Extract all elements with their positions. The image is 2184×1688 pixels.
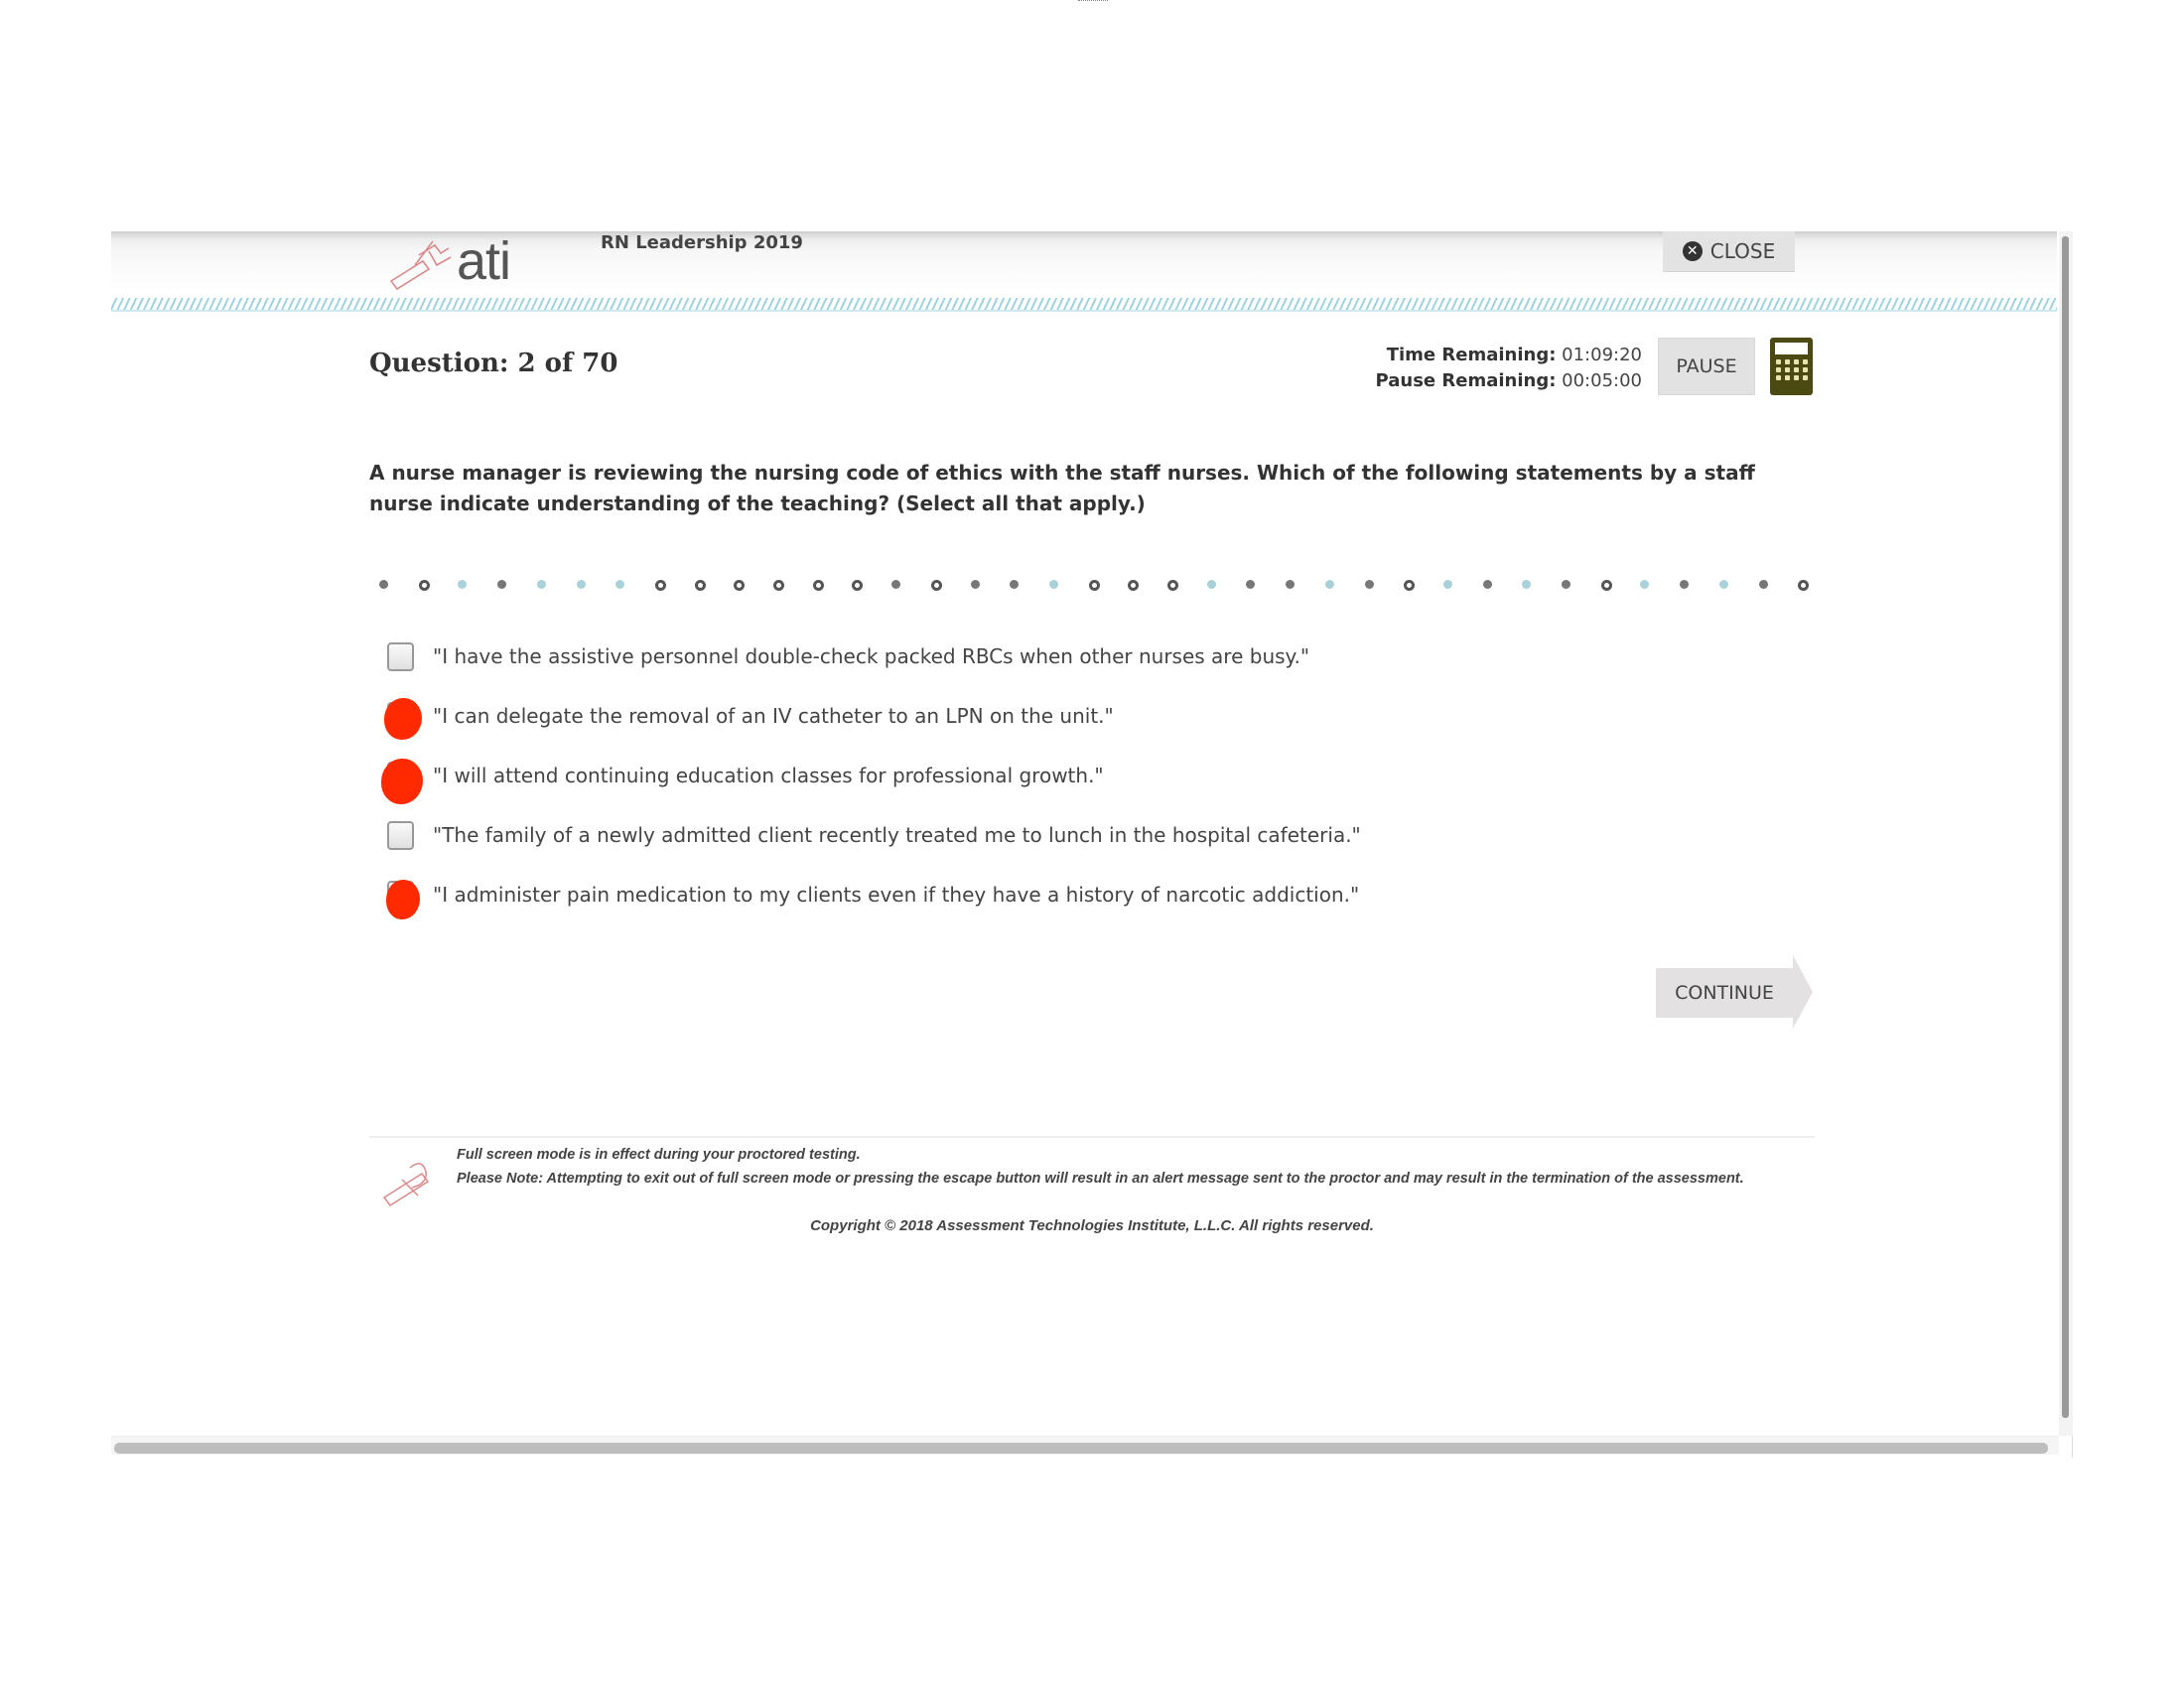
option-text: "The family of a newly admitted client recently treated me to lunch in the hospital cafeteria." <box>433 823 1361 847</box>
answer-option-3[interactable] <box>387 756 1104 795</box>
question-dot-36[interactable] <box>1759 580 1768 589</box>
pause-button[interactable]: PAUSE <box>1658 338 1755 395</box>
question-dot-14[interactable] <box>891 580 900 589</box>
option-text: "I have the assistive personnel double-check packed RBCs when other nurses are busy." <box>433 644 1310 668</box>
question-dot-9[interactable] <box>695 580 706 591</box>
vertical-scrollbar[interactable] <box>2062 236 2069 1418</box>
question-dot-18[interactable] <box>1049 580 1058 589</box>
option-text: "I administer pain medication to my clients even if they have a history of narcotic addiction." <box>433 883 1360 907</box>
exam-title: RN Leadership 2019 <box>601 232 803 253</box>
copyright: Copyright © 2018 Assessment Technologies Institute, L.L.C. All rights reserved. <box>810 1217 1374 1234</box>
question-dot-15[interactable] <box>931 580 942 591</box>
question-dot-29[interactable] <box>1483 580 1492 589</box>
calculator-icon[interactable] <box>1770 338 1813 395</box>
question-dot-11[interactable] <box>773 580 784 591</box>
option-checkbox[interactable] <box>387 881 414 910</box>
question-dot-1[interactable] <box>379 580 388 589</box>
timers <box>1376 343 1642 394</box>
time-remaining <box>1376 343 1642 368</box>
question-progress-dots <box>379 580 1809 596</box>
red-annotation-mark <box>381 759 423 804</box>
question-dot-6[interactable] <box>577 580 586 589</box>
option-checkbox[interactable] <box>387 762 414 790</box>
question-dot-4[interactable] <box>497 580 506 589</box>
pause-remaining-label: Pause Remaining: <box>1375 370 1557 391</box>
question-dot-19[interactable] <box>1089 580 1100 591</box>
close-button[interactable] <box>1663 231 1795 272</box>
footer-notice <box>457 1147 1817 1187</box>
calculator-keys <box>1775 359 1808 380</box>
top-marker <box>1078 0 1108 4</box>
question-dot-20[interactable] <box>1128 580 1139 591</box>
calculator-screen <box>1775 343 1808 354</box>
red-annotation-mark <box>386 880 420 919</box>
question-dot-23[interactable] <box>1246 580 1255 589</box>
question-dot-37[interactable] <box>1798 580 1809 591</box>
header-bar <box>111 231 2057 297</box>
pause-remaining-value: 00:05:00 <box>1562 370 1642 391</box>
question-stem: A nurse manager is reviewing the nursing code of ethics with the staff nurses. Which of the following statements by a staff nurse indicate understanding of the teaching? (Select all that apply.) <box>369 461 1755 515</box>
answer-option-1[interactable] <box>387 636 1309 676</box>
option-text: "I will attend continuing education classes for professional growth." <box>433 764 1104 787</box>
question-dot-24[interactable] <box>1286 580 1295 589</box>
question-dot-28[interactable] <box>1443 580 1452 589</box>
pause-remaining <box>1376 368 1642 394</box>
question-dot-16[interactable] <box>971 580 980 589</box>
ati-mark-icon <box>382 1158 442 1207</box>
arrow-right-icon <box>1793 955 1813 1029</box>
option-checkbox[interactable] <box>387 642 414 671</box>
question-dot-30[interactable] <box>1522 580 1531 589</box>
question-dot-5[interactable] <box>537 580 546 589</box>
question-dot-31[interactable] <box>1562 580 1570 589</box>
question-dot-33[interactable] <box>1640 580 1649 589</box>
question-dot-12[interactable] <box>813 580 824 591</box>
horizontal-scrollbar[interactable] <box>114 1443 2048 1454</box>
time-remaining-label: Time Remaining: <box>1386 345 1557 365</box>
question-dot-32[interactable] <box>1601 580 1612 591</box>
question-dot-25[interactable] <box>1325 580 1334 589</box>
option-text: "I can delegate the removal of an IV catheter to an LPN on the unit." <box>433 704 1114 728</box>
question-dot-35[interactable] <box>1719 580 1728 589</box>
continue-label: CONTINUE <box>1656 968 1793 1018</box>
red-annotation-mark <box>384 698 422 740</box>
question-dot-8[interactable] <box>655 580 666 591</box>
time-remaining-value: 01:09:20 <box>1562 345 1642 365</box>
answer-option-5[interactable] <box>387 875 1359 914</box>
continue-button[interactable] <box>1656 955 1815 1029</box>
question-dot-13[interactable] <box>852 580 863 591</box>
option-checkbox[interactable] <box>387 821 414 850</box>
question-dot-7[interactable] <box>615 580 624 589</box>
close-icon: ✕ <box>1683 241 1703 261</box>
question-dot-3[interactable] <box>458 580 467 589</box>
close-label: CLOSE <box>1709 239 1776 263</box>
question-dot-26[interactable] <box>1365 580 1374 589</box>
exam-window <box>111 231 2073 1458</box>
question-dot-10[interactable] <box>734 580 745 591</box>
answer-option-4[interactable] <box>387 815 1361 855</box>
logo-text: ati <box>457 231 511 291</box>
question-dot-2[interactable] <box>419 580 430 591</box>
question-dot-34[interactable] <box>1680 580 1689 589</box>
question-dot-21[interactable] <box>1167 580 1178 591</box>
question-dot-22[interactable] <box>1207 580 1216 589</box>
question-dot-17[interactable] <box>1010 580 1019 589</box>
question-counter: Question: 2 of 70 <box>369 349 618 378</box>
header-divider <box>111 298 2057 312</box>
question-dot-27[interactable] <box>1404 580 1415 591</box>
fullscreen-warning: Please Note: Attempting to exit out of full screen mode or pressing the escape button will result in an alert message sent to the proctor and may result in the termination of the assessment. <box>457 1171 1744 1187</box>
answer-option-2[interactable] <box>387 696 1114 736</box>
option-checkbox[interactable] <box>387 702 414 731</box>
fullscreen-notice: Full screen mode is in effect during your proctored testing. <box>457 1147 861 1163</box>
footer-divider <box>369 1136 1815 1138</box>
